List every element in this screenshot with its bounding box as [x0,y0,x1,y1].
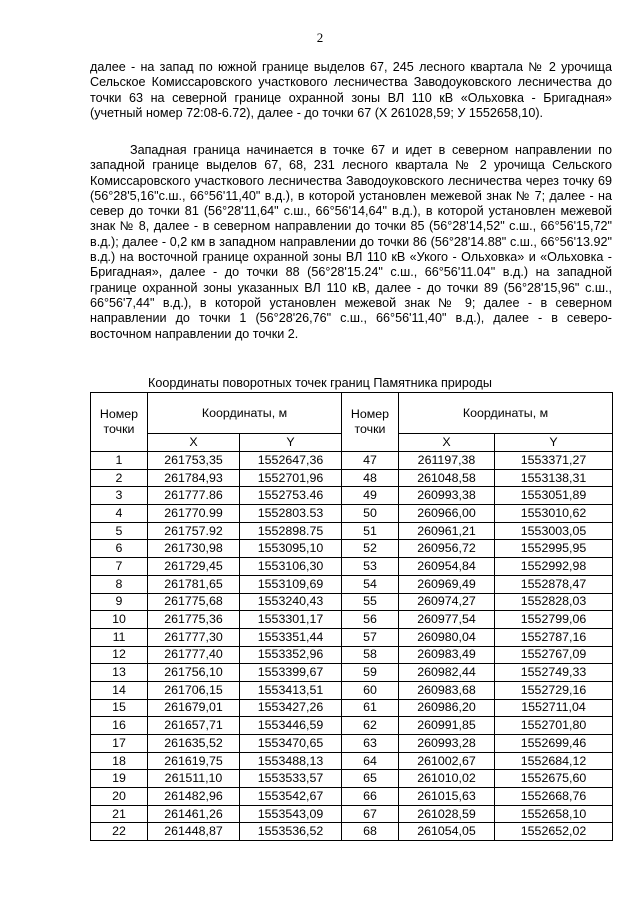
y-coordinate-cell: 1553488,13 [240,752,342,770]
table-row [91,575,613,593]
table-row [91,717,613,735]
x-coordinate-cell: 261657,71 [148,717,240,735]
point-number-cell: 22 [91,823,148,841]
table-row [91,593,613,611]
table-row [91,628,613,646]
y-coordinate-cell: 1553352,96 [240,646,342,664]
point-number-cell: 6 [91,540,148,558]
x-coordinate-cell: 261015,63 [399,788,495,806]
point-number-cell: 3 [91,487,148,505]
coordinates-table [90,392,613,841]
x-coordinate-cell: 260977,54 [399,611,495,629]
point-number-cell: 64 [342,752,399,770]
y-coordinate-cell: 1553470,65 [240,735,342,753]
x-coordinate-cell: 261482,96 [148,788,240,806]
x-coordinate-cell: 261619,75 [148,752,240,770]
x-coordinate-cell: 261010,02 [399,770,495,788]
y-coordinate-cell: 1553109,69 [240,575,342,593]
point-number-cell: 14 [91,681,148,699]
table-row [91,752,613,770]
x-coordinate-cell: 260982,44 [399,664,495,682]
y-coordinate-cell: 1552749,33 [495,664,613,682]
y-coordinate-cell: 1553138,31 [495,469,613,487]
point-number-cell: 49 [342,487,399,505]
header-coordinates: Координаты, м [399,393,613,434]
x-coordinate-cell: 261781,65 [148,575,240,593]
x-coordinate-cell: 260969,49 [399,575,495,593]
point-number-cell: 61 [342,699,399,717]
header-y: Y [495,434,613,452]
point-number-cell: 52 [342,540,399,558]
page-number: 2 [316,30,324,45]
x-coordinate-cell: 260966,00 [399,505,495,523]
x-coordinate-cell: 261770.99 [148,505,240,523]
y-coordinate-cell: 1553106,30 [240,558,342,576]
y-coordinate-cell: 1553427,26 [240,699,342,717]
point-number-cell: 11 [91,628,148,646]
table-row [91,788,613,806]
y-coordinate-cell: 1553010,62 [495,505,613,523]
x-coordinate-cell: 261753,35 [148,452,240,470]
table-row [91,664,613,682]
point-number-cell: 54 [342,575,399,593]
x-coordinate-cell: 261511,10 [148,770,240,788]
y-coordinate-cell: 1552803.53 [240,505,342,523]
y-coordinate-cell: 1553533,57 [240,770,342,788]
x-coordinate-cell: 261448,87 [148,823,240,841]
header-point-number: Номер точки [342,393,399,452]
y-coordinate-cell: 1552787,16 [495,628,613,646]
table-row [91,487,613,505]
y-coordinate-cell: 1552878,47 [495,575,613,593]
point-number-cell: 17 [91,735,148,753]
header-point-number: Номер точки [91,393,148,452]
y-coordinate-cell: 1552652,02 [495,823,613,841]
y-coordinate-cell: 1552767,09 [495,646,613,664]
point-number-cell: 65 [342,770,399,788]
y-coordinate-cell: 1552799,06 [495,611,613,629]
point-number-cell: 48 [342,469,399,487]
x-coordinate-cell: 261777,40 [148,646,240,664]
table-row [91,735,613,753]
point-number-cell: 51 [342,522,399,540]
y-coordinate-cell: 1552684,12 [495,752,613,770]
header-x: X [148,434,240,452]
point-number-cell: 59 [342,664,399,682]
point-number-cell: 21 [91,805,148,823]
x-coordinate-cell: 261461,26 [148,805,240,823]
y-coordinate-cell: 1553051,89 [495,487,613,505]
point-number-cell: 12 [91,646,148,664]
paragraph-east-boundary-end: далее - на запад по южной границе выделов 67, 245 лесного квартала № 2 урочища Сельское Комиссаровского участкового лесничества Заводоуковского лесничества до точки 63 на северной границе охранной зоны ВЛ 110 кВ «Ольховка - Бригадная» (учетный номер 72:08-6.72), далее - до точки 67 (Х 261028,59; У 1552658,10). [90,60,612,120]
y-coordinate-cell: 1552711,04 [495,699,613,717]
y-coordinate-cell: 1553240,43 [240,593,342,611]
point-number-cell: 7 [91,558,148,576]
table-row [91,611,613,629]
table-row [91,823,613,841]
table-row [91,699,613,717]
point-number-cell: 55 [342,593,399,611]
y-coordinate-cell: 1553399,67 [240,664,342,682]
x-coordinate-cell: 261054,05 [399,823,495,841]
point-number-cell: 58 [342,646,399,664]
x-coordinate-cell: 260993,38 [399,487,495,505]
header-y: Y [240,434,342,452]
x-coordinate-cell: 260980,04 [399,628,495,646]
y-coordinate-cell: 1552995,95 [495,540,613,558]
table-row [91,681,613,699]
point-number-cell: 68 [342,823,399,841]
table-row [91,452,613,470]
y-coordinate-cell: 1553542,67 [240,788,342,806]
table-row [91,522,613,540]
x-coordinate-cell: 260986,20 [399,699,495,717]
x-coordinate-cell: 261635,52 [148,735,240,753]
point-number-cell: 20 [91,788,148,806]
y-coordinate-cell: 1552658,10 [495,805,613,823]
table-row [91,540,613,558]
x-coordinate-cell: 261775,68 [148,593,240,611]
point-number-cell: 57 [342,628,399,646]
x-coordinate-cell: 261775,36 [148,611,240,629]
point-number-cell: 47 [342,452,399,470]
point-number-cell: 63 [342,735,399,753]
y-coordinate-cell: 1553003,05 [495,522,613,540]
point-number-cell: 53 [342,558,399,576]
y-coordinate-cell: 1552753.46 [240,487,342,505]
y-coordinate-cell: 1552701,96 [240,469,342,487]
y-coordinate-cell: 1552668,76 [495,788,613,806]
point-number-cell: 19 [91,770,148,788]
point-number-cell: 8 [91,575,148,593]
x-coordinate-cell: 261757.92 [148,522,240,540]
table-row [91,646,613,664]
x-coordinate-cell: 261777.86 [148,487,240,505]
x-coordinate-cell: 261197,38 [399,452,495,470]
table-row [91,805,613,823]
x-coordinate-cell: 261679,01 [148,699,240,717]
x-coordinate-cell: 260954,84 [399,558,495,576]
header-x: X [399,434,495,452]
y-coordinate-cell: 1553301,17 [240,611,342,629]
x-coordinate-cell: 260993,28 [399,735,495,753]
x-coordinate-cell: 261777,30 [148,628,240,646]
y-coordinate-cell: 1553371,27 [495,452,613,470]
table-row [91,505,613,523]
point-number-cell: 60 [342,681,399,699]
point-number-cell: 62 [342,717,399,735]
coordinates-table-body [91,452,613,841]
x-coordinate-cell: 260983,68 [399,681,495,699]
point-number-cell: 9 [91,593,148,611]
x-coordinate-cell: 260956,72 [399,540,495,558]
header-coordinates: Координаты, м [148,393,342,434]
y-coordinate-cell: 1553446,59 [240,717,342,735]
point-number-cell: 18 [91,752,148,770]
point-number-cell: 4 [91,505,148,523]
y-coordinate-cell: 1553413,51 [240,681,342,699]
x-coordinate-cell: 260991,85 [399,717,495,735]
point-number-cell: 1 [91,452,148,470]
y-coordinate-cell: 1552699,46 [495,735,613,753]
y-coordinate-cell: 1552992,98 [495,558,613,576]
x-coordinate-cell: 261730,98 [148,540,240,558]
x-coordinate-cell: 260983,49 [399,646,495,664]
point-number-cell: 56 [342,611,399,629]
point-number-cell: 13 [91,664,148,682]
point-number-cell: 10 [91,611,148,629]
point-number-cell: 16 [91,717,148,735]
y-coordinate-cell: 1552729,16 [495,681,613,699]
table-row [91,558,613,576]
point-number-cell: 66 [342,788,399,806]
x-coordinate-cell: 261048,58 [399,469,495,487]
table-row [91,770,613,788]
paragraph-west-boundary: Западная граница начинается в точке 67 и идет в северном направлении по западной границе выделов 67, 68, 231 лесного квартала № 2 урочища Сельского Комиссаровского участкового лесничества Заводоуковского лесничества через точку 69 (56°28'5,16"с.ш., 66°56'11,40" в.д.), в которой установлен межевой знак № 7; далее - на север до точки 81 (56°28'11,64" с.ш., 66°56'14,64" в.д.), в которой установлен межевой знак № 8, далее - в северном направлении до точки 85 (56°28'14,52" с.ш., 66°56'15,72" в.д.); далее - 0,2 км в западном направлении до точки 86 (56°28'14.88" с.ш., 66°56'13.92" в.д.) на восточной границе охранной зоны ВЛ 110 кВ «Укого - Ольховка» и «Ольховка - Бригадная», далее - до точки 88 (56°28'15.24" с.ш., 66°56'11.04" в.д.) на западной границе охранной зоны указанных ВЛ 110 кВ, далее - до точки 89 (56°28'15,96" с.ш., 66°56'7,44" в.д.), в которой установлен межевой знак № 9; далее - в северном направлении до точки 1 (56°28'26,76" с.ш., 66°56'11,40" в.д.), далее - в северо-восточном направлении до точки 2. [90,143,612,341]
x-coordinate-cell: 261002,67 [399,752,495,770]
x-coordinate-cell: 261729,45 [148,558,240,576]
y-coordinate-cell: 1552675,60 [495,770,613,788]
point-number-cell: 67 [342,805,399,823]
point-number-cell: 15 [91,699,148,717]
y-coordinate-cell: 1552701,80 [495,717,613,735]
x-coordinate-cell: 260961,21 [399,522,495,540]
point-number-cell: 2 [91,469,148,487]
y-coordinate-cell: 1553351,44 [240,628,342,646]
point-number-cell: 50 [342,505,399,523]
point-number-cell: 5 [91,522,148,540]
x-coordinate-cell: 261706,15 [148,681,240,699]
y-coordinate-cell: 1553095,10 [240,540,342,558]
x-coordinate-cell: 261784,93 [148,469,240,487]
x-coordinate-cell: 261028,59 [399,805,495,823]
table-row [91,469,613,487]
y-coordinate-cell: 1553536,52 [240,823,342,841]
y-coordinate-cell: 1552898.75 [240,522,342,540]
x-coordinate-cell: 261756,10 [148,664,240,682]
table-caption: Координаты поворотных точек границ Памятника природы [148,376,492,390]
y-coordinate-cell: 1552828,03 [495,593,613,611]
y-coordinate-cell: 1553543,09 [240,805,342,823]
x-coordinate-cell: 260974,27 [399,593,495,611]
y-coordinate-cell: 1552647,36 [240,452,342,470]
